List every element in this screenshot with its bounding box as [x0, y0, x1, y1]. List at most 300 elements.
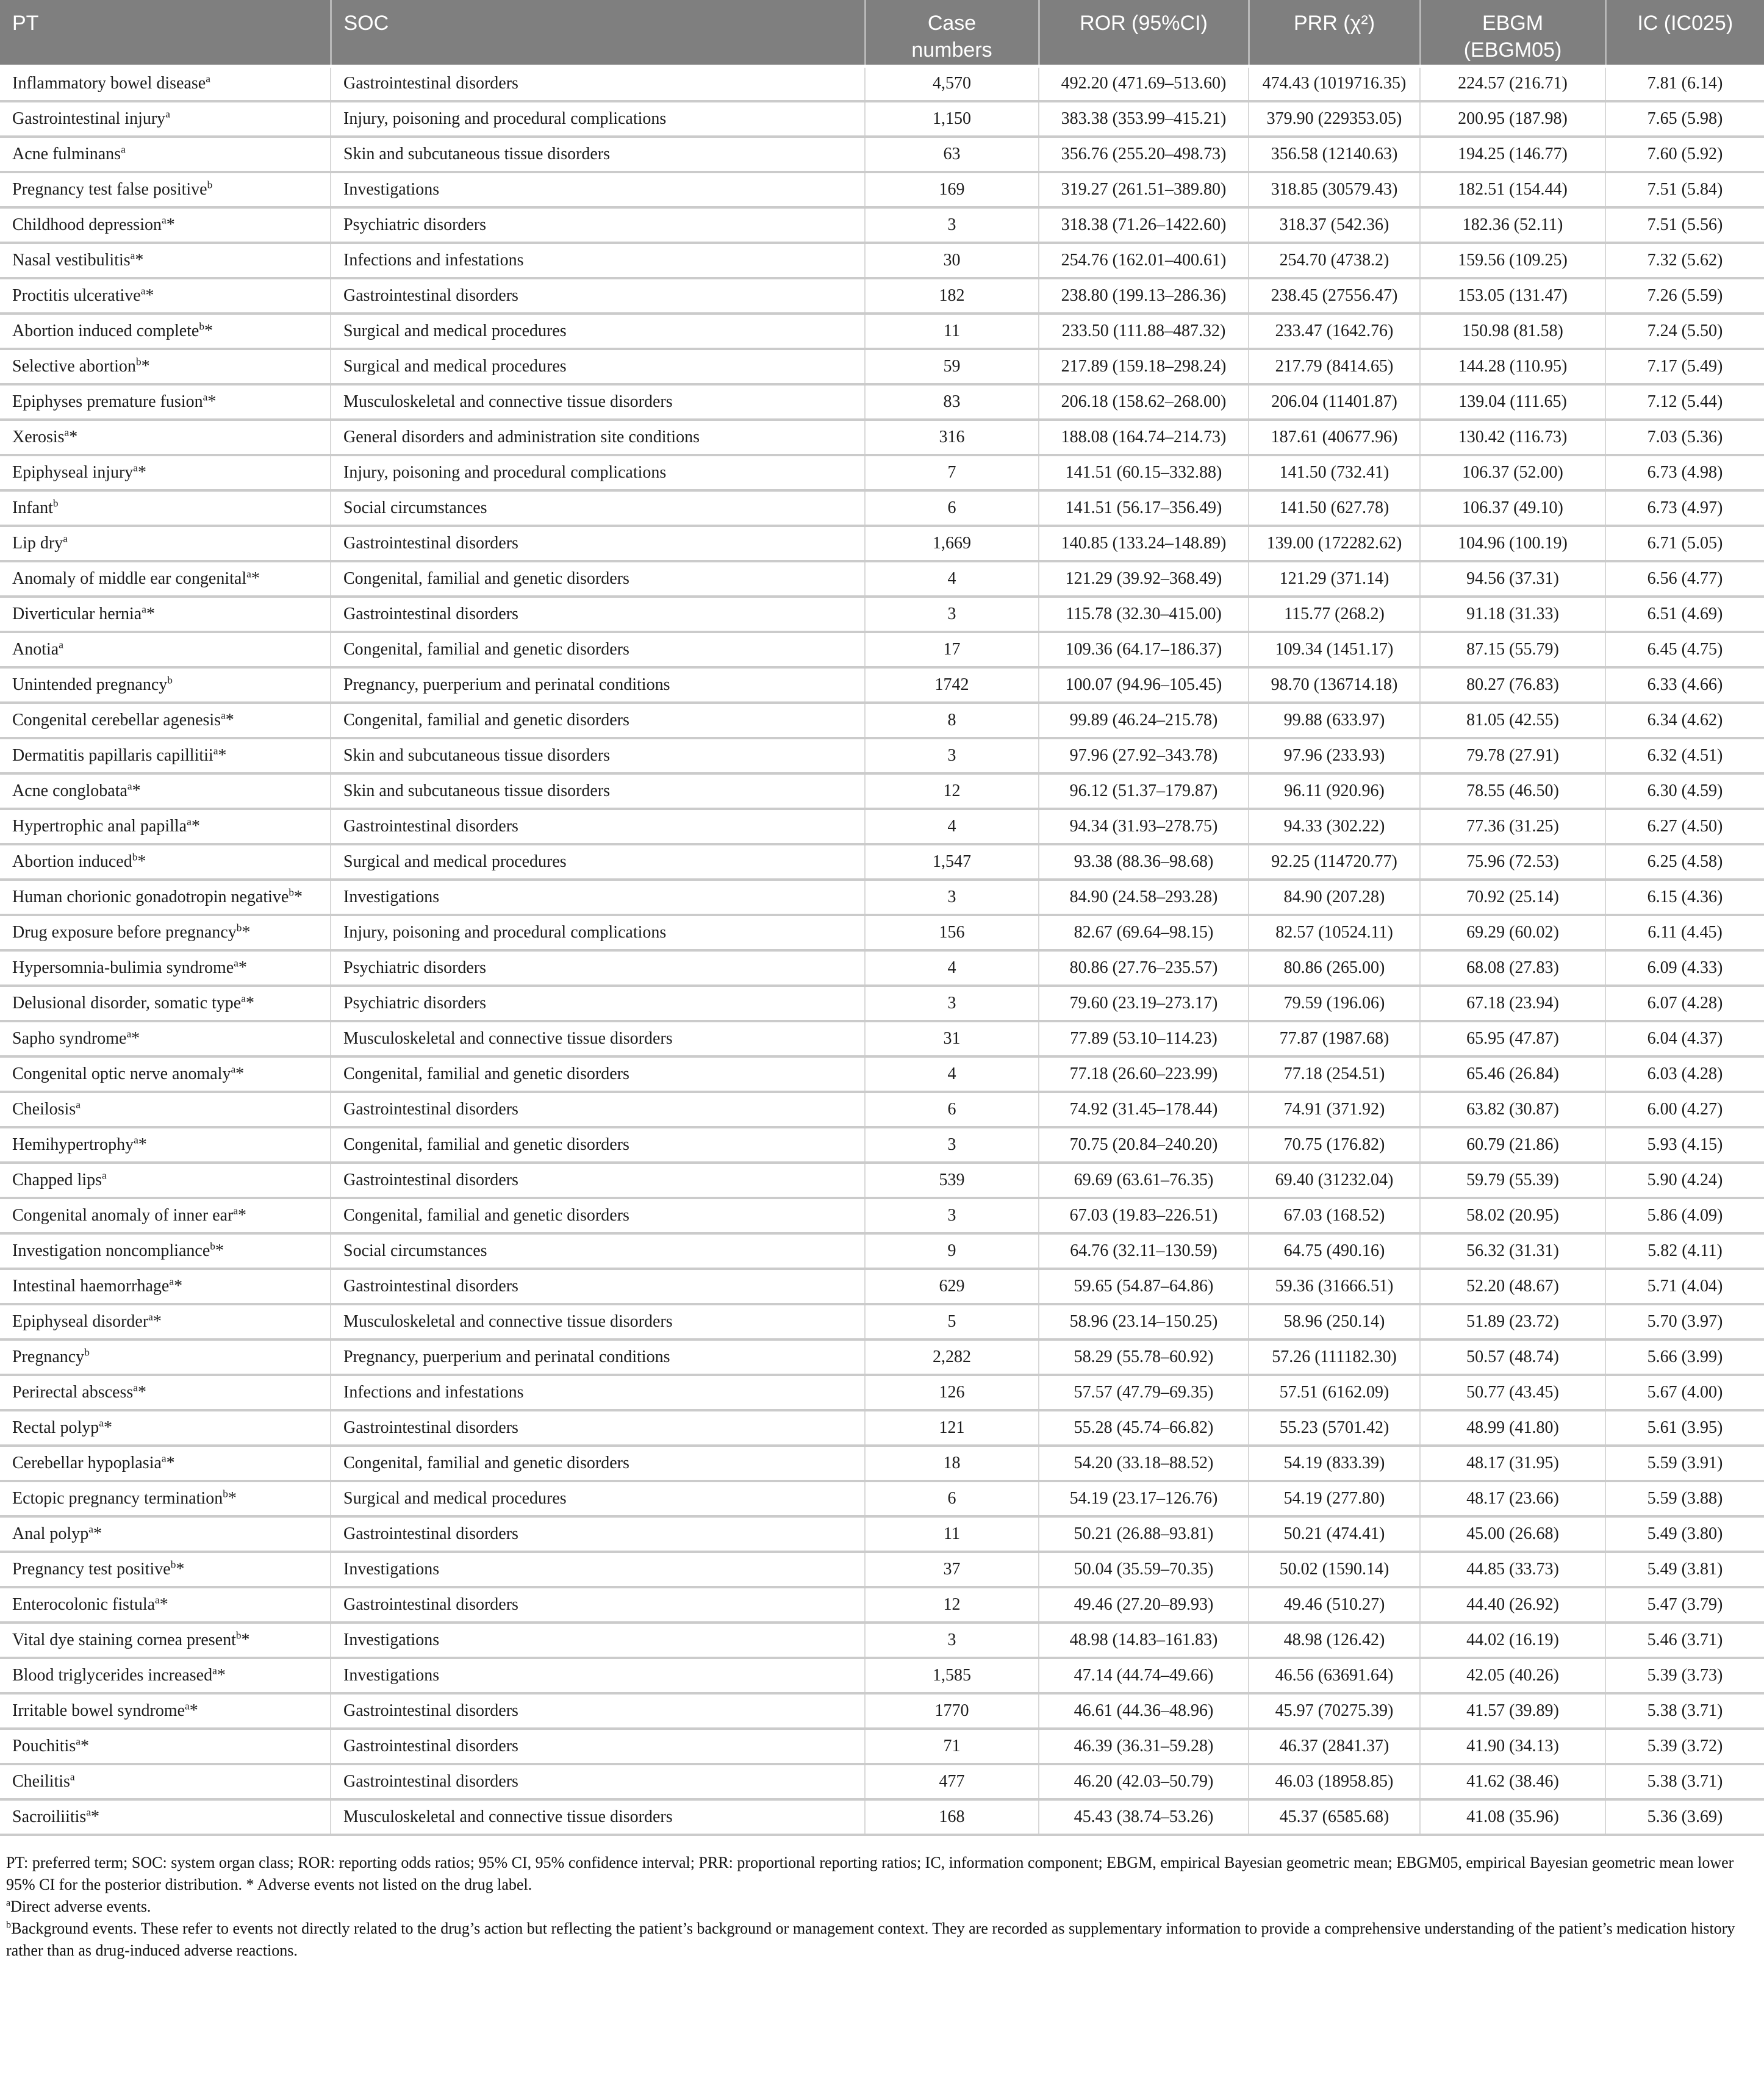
ic-cell: 6.73 (4.97) — [1605, 490, 1764, 526]
soc-cell: Gastrointestinal disorders — [331, 1729, 865, 1764]
table-row — [0, 1339, 1764, 1375]
col-header-case-numbers: Case numbers — [865, 0, 1039, 66]
table-row — [0, 844, 1764, 880]
table-row — [0, 667, 1764, 703]
table-row — [0, 915, 1764, 950]
pt-cell: Congenital optic nerve anomaly$^a$* — [0, 1056, 331, 1092]
pt-superscript: a — [246, 568, 251, 580]
ror-cell: 82.67 (69.64–98.15) — [1039, 915, 1249, 950]
ror-cell: 50.21 (26.88–93.81) — [1039, 1516, 1249, 1552]
ic-cell: 7.32 (5.62) — [1605, 243, 1764, 278]
ebgm-cell: 63.82 (30.87) — [1420, 1092, 1605, 1127]
ebgm-cell: 194.25 (146.77) — [1420, 137, 1605, 172]
ror-cell: 356.76 (255.20–498.73) — [1039, 137, 1249, 172]
ic-cell: 5.61 (3.95) — [1605, 1410, 1764, 1446]
ebgm-cell: 144.28 (110.95) — [1420, 349, 1605, 384]
table-row — [0, 278, 1764, 314]
table-row — [0, 703, 1764, 738]
pt-superscript: a — [127, 780, 132, 792]
pt-superscript: a — [86, 1806, 91, 1818]
ror-cell: 47.14 (44.74–49.66) — [1039, 1658, 1249, 1693]
table-row — [0, 1092, 1764, 1127]
ror-cell: 70.75 (20.84–240.20) — [1039, 1127, 1249, 1163]
soc-cell: Gastrointestinal disorders — [331, 1587, 865, 1623]
ebgm-cell: 48.17 (31.95) — [1420, 1446, 1605, 1481]
pt-superscript: a — [76, 1735, 81, 1748]
pt-cell: Dermatitis papillaris capillitii$^a$* — [0, 738, 331, 773]
prr-cell: 356.58 (12140.63) — [1249, 137, 1420, 172]
pt-cell: Childhood depression$^a$* — [0, 207, 331, 243]
table-row — [0, 1233, 1764, 1269]
pt-cell: Infant$^b$ — [0, 490, 331, 526]
case-numbers-cell: 83 — [865, 384, 1039, 420]
pt-superscript: a — [64, 426, 70, 439]
table-header — [0, 0, 1764, 66]
table-row — [0, 172, 1764, 207]
ebgm-cell: 159.56 (109.25) — [1420, 243, 1605, 278]
ic-cell: 5.39 (3.73) — [1605, 1658, 1764, 1693]
table-row — [0, 1693, 1764, 1729]
pt-superscript: a — [140, 285, 146, 297]
case-numbers-cell: 121 — [865, 1410, 1039, 1446]
prr-cell: 254.70 (4738.2) — [1249, 243, 1420, 278]
pt-superscript: a — [126, 1028, 132, 1040]
table-row — [0, 384, 1764, 420]
soc-cell: Gastrointestinal disorders — [331, 66, 865, 101]
table-row — [0, 1198, 1764, 1233]
soc-cell: Investigations — [331, 880, 865, 915]
ror-cell: 54.20 (33.18–88.52) — [1039, 1446, 1249, 1481]
ic-cell: 5.86 (4.09) — [1605, 1198, 1764, 1233]
table-row — [0, 1552, 1764, 1587]
ebgm-cell: 41.90 (34.13) — [1420, 1729, 1605, 1764]
ror-cell: 77.18 (26.60–223.99) — [1039, 1056, 1249, 1092]
case-numbers-cell: 8 — [865, 703, 1039, 738]
prr-cell: 46.03 (18958.85) — [1249, 1764, 1420, 1799]
soc-cell: Congenital, familial and genetic disorders — [331, 1446, 865, 1481]
col-header-ebgm: EBGM (EBGM05) — [1420, 0, 1605, 66]
case-numbers-cell: 4 — [865, 809, 1039, 844]
prr-cell: 99.88 (633.97) — [1249, 703, 1420, 738]
pt-cell: Pregnancy test false positive$^b$ — [0, 172, 331, 207]
case-numbers-cell: 3 — [865, 597, 1039, 632]
pt-superscript: b — [199, 320, 205, 332]
pt-superscript: a — [133, 462, 138, 474]
soc-cell: Congenital, familial and genetic disorders — [331, 1198, 865, 1233]
ror-cell: 188.08 (164.74–214.73) — [1039, 420, 1249, 455]
pt-superscript: a — [212, 1665, 217, 1677]
pt-superscript: a — [203, 391, 208, 403]
ic-cell: 6.51 (4.69) — [1605, 597, 1764, 632]
pt-cell: Abortion induced$^b$* — [0, 844, 331, 880]
soc-cell: Surgical and medical procedures — [331, 844, 865, 880]
pt-cell: Inflammatory bowel disease$^a$ — [0, 66, 331, 101]
prr-cell: 233.47 (1642.76) — [1249, 314, 1420, 349]
pt-cell: Sapho syndrome$^a$* — [0, 1021, 331, 1056]
ic-cell: 5.67 (4.00) — [1605, 1375, 1764, 1410]
case-numbers-cell: 1742 — [865, 667, 1039, 703]
pt-superscript: a — [99, 1417, 104, 1429]
ic-cell: 6.15 (4.36) — [1605, 880, 1764, 915]
ebgm-cell: 81.05 (42.55) — [1420, 703, 1605, 738]
case-numbers-cell: 6 — [865, 1481, 1039, 1516]
prr-cell: 64.75 (490.16) — [1249, 1233, 1420, 1269]
ic-cell: 7.65 (5.98) — [1605, 101, 1764, 137]
ic-cell: 5.49 (3.80) — [1605, 1516, 1764, 1552]
pt-superscript: a — [130, 249, 135, 262]
pt-superscript: a — [88, 1523, 93, 1535]
pt-cell: Abortion induced complete$^b$* — [0, 314, 331, 349]
case-numbers-cell: 539 — [865, 1163, 1039, 1198]
ebgm-cell: 78.55 (46.50) — [1420, 773, 1605, 809]
soc-cell: Injury, poisoning and procedural complications — [331, 455, 865, 490]
ror-cell: 58.96 (23.14–150.25) — [1039, 1304, 1249, 1339]
ebgm-cell: 200.95 (187.98) — [1420, 101, 1605, 137]
case-numbers-cell: 17 — [865, 632, 1039, 667]
table-row — [0, 1269, 1764, 1304]
ror-cell: 49.46 (27.20–89.93) — [1039, 1587, 1249, 1623]
pt-cell: Enterocolonic fistula$^a$* — [0, 1587, 331, 1623]
ebgm-cell: 67.18 (23.94) — [1420, 986, 1605, 1021]
ror-cell: 46.39 (36.31–59.28) — [1039, 1729, 1249, 1764]
pt-cell: Epiphyses premature fusion$^a$* — [0, 384, 331, 420]
ic-cell: 5.66 (3.99) — [1605, 1339, 1764, 1375]
ic-cell: 7.17 (5.49) — [1605, 349, 1764, 384]
soc-cell: Psychiatric disorders — [331, 986, 865, 1021]
ic-cell: 5.46 (3.71) — [1605, 1623, 1764, 1658]
prr-cell: 109.34 (1451.17) — [1249, 632, 1420, 667]
ror-cell: 93.38 (88.36–98.68) — [1039, 844, 1249, 880]
pt-cell: Pregnancy test positive$^b$* — [0, 1552, 331, 1587]
footnotes — [0, 1836, 1764, 1962]
pt-cell: Epiphyseal injury$^a$* — [0, 455, 331, 490]
ror-cell: 48.98 (14.83–161.83) — [1039, 1623, 1249, 1658]
table-row — [0, 1729, 1764, 1764]
pt-cell: Unintended pregnancy$^b$ — [0, 667, 331, 703]
soc-cell: Gastrointestinal disorders — [331, 1269, 865, 1304]
ebgm-cell: 182.51 (154.44) — [1420, 172, 1605, 207]
ror-cell: 141.51 (60.15–332.88) — [1039, 455, 1249, 490]
ebgm-cell: 44.02 (16.19) — [1420, 1623, 1605, 1658]
case-numbers-cell: 11 — [865, 314, 1039, 349]
ror-cell: 46.61 (44.36–48.96) — [1039, 1693, 1249, 1729]
table-row — [0, 490, 1764, 526]
case-numbers-cell: 126 — [865, 1375, 1039, 1410]
soc-cell: Investigations — [331, 172, 865, 207]
pt-cell: Rectal polyp$^a$* — [0, 1410, 331, 1446]
pt-cell: Chapped lips$^a$ — [0, 1163, 331, 1198]
pt-superscript: a — [206, 73, 210, 85]
table-row — [0, 66, 1764, 101]
case-numbers-cell: 182 — [865, 278, 1039, 314]
prr-cell: 69.40 (31232.04) — [1249, 1163, 1420, 1198]
footnote-b-marker: b — [6, 1920, 12, 1931]
prr-cell: 97.96 (233.93) — [1249, 738, 1420, 773]
prr-cell: 54.19 (277.80) — [1249, 1481, 1420, 1516]
table-row — [0, 455, 1764, 490]
prr-cell: 70.75 (176.82) — [1249, 1127, 1420, 1163]
table-row — [0, 986, 1764, 1021]
prr-cell: 217.79 (8414.65) — [1249, 349, 1420, 384]
pt-superscript: a — [241, 992, 246, 1005]
ebgm-cell: 153.05 (131.47) — [1420, 278, 1605, 314]
ic-cell: 5.38 (3.71) — [1605, 1693, 1764, 1729]
pt-superscript: a — [213, 745, 218, 757]
col-header-ror: ROR (95%CI) — [1039, 0, 1249, 66]
pt-cell: Lip dry$^a$ — [0, 526, 331, 561]
ebgm-cell: 65.95 (47.87) — [1420, 1021, 1605, 1056]
ic-cell: 7.26 (5.59) — [1605, 278, 1764, 314]
prr-cell: 141.50 (732.41) — [1249, 455, 1420, 490]
ebgm-cell: 69.29 (60.02) — [1420, 915, 1605, 950]
pt-superscript: b — [84, 1346, 90, 1358]
table-row — [0, 880, 1764, 915]
table-row — [0, 101, 1764, 137]
case-numbers-cell: 1,585 — [865, 1658, 1039, 1693]
prr-cell: 77.87 (1987.68) — [1249, 1021, 1420, 1056]
ror-cell: 121.29 (39.92–368.49) — [1039, 561, 1249, 597]
case-numbers-cell: 3 — [865, 738, 1039, 773]
ic-cell: 6.09 (4.33) — [1605, 950, 1764, 986]
soc-cell: Gastrointestinal disorders — [331, 1092, 865, 1127]
pt-cell: Drug exposure before pregnancy$^b$* — [0, 915, 331, 950]
soc-cell: Gastrointestinal disorders — [331, 1516, 865, 1552]
soc-cell: Psychiatric disorders — [331, 207, 865, 243]
soc-cell: Congenital, familial and genetic disorders — [331, 1056, 865, 1092]
pt-cell: Cheilitis$^a$ — [0, 1764, 331, 1799]
case-numbers-cell: 30 — [865, 243, 1039, 278]
table-row — [0, 597, 1764, 632]
soc-cell: Congenital, familial and genetic disorders — [331, 561, 865, 597]
ebgm-cell: 45.00 (26.68) — [1420, 1516, 1605, 1552]
ror-cell: 80.86 (27.76–235.57) — [1039, 950, 1249, 986]
pt-superscript: a — [121, 143, 126, 156]
pt-cell: Anomaly of middle ear congenital$^a$* — [0, 561, 331, 597]
prr-cell: 54.19 (833.39) — [1249, 1446, 1420, 1481]
ic-cell: 6.27 (4.50) — [1605, 809, 1764, 844]
case-numbers-cell: 12 — [865, 773, 1039, 809]
pt-cell: Anotia$^a$ — [0, 632, 331, 667]
prr-cell: 50.21 (474.41) — [1249, 1516, 1420, 1552]
table-row — [0, 1481, 1764, 1516]
ic-cell: 7.51 (5.56) — [1605, 207, 1764, 243]
ror-cell: 64.76 (32.11–130.59) — [1039, 1233, 1249, 1269]
prr-cell: 49.46 (510.27) — [1249, 1587, 1420, 1623]
table-row — [0, 349, 1764, 384]
ror-cell: 217.89 (159.18–298.24) — [1039, 349, 1249, 384]
ebgm-cell: 51.89 (23.72) — [1420, 1304, 1605, 1339]
table-row — [0, 207, 1764, 243]
pt-superscript: a — [187, 816, 192, 828]
ebgm-cell: 70.92 (25.14) — [1420, 880, 1605, 915]
table-row — [0, 420, 1764, 455]
ic-cell: 6.07 (4.28) — [1605, 986, 1764, 1021]
ebgm-cell: 50.57 (48.74) — [1420, 1339, 1605, 1375]
prr-cell: 84.90 (207.28) — [1249, 880, 1420, 915]
ic-cell: 6.56 (4.77) — [1605, 561, 1764, 597]
pt-superscript: a — [70, 1771, 75, 1783]
pt-cell: Diverticular hernia$^a$* — [0, 597, 331, 632]
ror-cell: 84.90 (24.58–293.28) — [1039, 880, 1249, 915]
case-numbers-cell: 31 — [865, 1021, 1039, 1056]
pt-superscript: b — [132, 851, 138, 863]
ror-cell: 94.34 (31.93–278.75) — [1039, 809, 1249, 844]
ror-cell: 206.18 (158.62–268.00) — [1039, 384, 1249, 420]
prr-cell: 80.86 (265.00) — [1249, 950, 1420, 986]
case-numbers-cell: 71 — [865, 1729, 1039, 1764]
ebgm-cell: 58.02 (20.95) — [1420, 1198, 1605, 1233]
pt-cell: Intestinal haemorrhage$^a$* — [0, 1269, 331, 1304]
pt-superscript: a — [165, 108, 170, 120]
case-numbers-cell: 629 — [865, 1269, 1039, 1304]
table-row — [0, 1304, 1764, 1339]
header-row — [0, 0, 1764, 66]
ror-cell: 233.50 (111.88–487.32) — [1039, 314, 1249, 349]
case-numbers-cell: 1,547 — [865, 844, 1039, 880]
ebgm-cell: 130.42 (116.73) — [1420, 420, 1605, 455]
ic-cell: 6.32 (4.51) — [1605, 738, 1764, 773]
pt-cell: Cheilosis$^a$ — [0, 1092, 331, 1127]
ebgm-cell: 75.96 (72.53) — [1420, 844, 1605, 880]
soc-cell: Investigations — [331, 1552, 865, 1587]
prr-cell: 57.51 (6162.09) — [1249, 1375, 1420, 1410]
case-numbers-cell: 169 — [865, 172, 1039, 207]
ror-cell: 254.76 (162.01–400.61) — [1039, 243, 1249, 278]
prr-cell: 55.23 (5701.42) — [1249, 1410, 1420, 1446]
table-row — [0, 1446, 1764, 1481]
pt-superscript: b — [223, 1488, 228, 1500]
ic-cell: 6.45 (4.75) — [1605, 632, 1764, 667]
soc-cell: Surgical and medical procedures — [331, 314, 865, 349]
pt-superscript: a — [102, 1169, 107, 1182]
ror-cell: 79.60 (23.19–273.17) — [1039, 986, 1249, 1021]
case-numbers-cell: 477 — [865, 1764, 1039, 1799]
table-row — [0, 1587, 1764, 1623]
table-row — [0, 738, 1764, 773]
ebgm-cell: 48.17 (23.66) — [1420, 1481, 1605, 1516]
pt-superscript: b — [235, 1629, 242, 1641]
soc-cell: Gastrointestinal disorders — [331, 1163, 865, 1198]
ic-cell: 6.71 (5.05) — [1605, 526, 1764, 561]
pt-superscript: b — [170, 1558, 176, 1571]
soc-cell: Gastrointestinal disorders — [331, 809, 865, 844]
soc-cell: Injury, poisoning and procedural complications — [331, 101, 865, 137]
ebgm-cell: 68.08 (27.83) — [1420, 950, 1605, 986]
soc-cell: Surgical and medical procedures — [331, 1481, 865, 1516]
prr-cell: 48.98 (126.42) — [1249, 1623, 1420, 1658]
soc-cell: Congenital, familial and genetic disorders — [331, 1127, 865, 1163]
ebgm-cell: 56.32 (31.31) — [1420, 1233, 1605, 1269]
ic-cell: 7.24 (5.50) — [1605, 314, 1764, 349]
soc-cell: Infections and infestations — [331, 243, 865, 278]
pt-superscript: a — [76, 1099, 81, 1111]
table-row — [0, 950, 1764, 986]
table-row — [0, 1375, 1764, 1410]
prr-cell: 141.50 (627.78) — [1249, 490, 1420, 526]
pt-cell: Epiphyseal disorder$^a$* — [0, 1304, 331, 1339]
ebgm-cell: 44.40 (26.92) — [1420, 1587, 1605, 1623]
pt-cell: Selective abortion$^b$* — [0, 349, 331, 384]
prr-cell: 206.04 (11401.87) — [1249, 384, 1420, 420]
ic-cell: 6.33 (4.66) — [1605, 667, 1764, 703]
soc-cell: Investigations — [331, 1658, 865, 1693]
pt-cell: Congenital anomaly of inner ear$^a$* — [0, 1198, 331, 1233]
case-numbers-cell: 2,282 — [865, 1339, 1039, 1375]
table-row — [0, 314, 1764, 349]
table-row — [0, 1163, 1764, 1198]
soc-cell: Musculoskeletal and connective tissue disorders — [331, 1304, 865, 1339]
case-numbers-cell: 18 — [865, 1446, 1039, 1481]
prr-cell: 96.11 (920.96) — [1249, 773, 1420, 809]
prr-cell: 121.29 (371.14) — [1249, 561, 1420, 597]
pt-cell: Pouchitis$^a$* — [0, 1729, 331, 1764]
soc-cell: Gastrointestinal disorders — [331, 1693, 865, 1729]
footnote-a-marker: a — [6, 1898, 11, 1909]
pt-cell: Nasal vestibulitis$^a$* — [0, 243, 331, 278]
ic-cell: 5.47 (3.79) — [1605, 1587, 1764, 1623]
table-row — [0, 1623, 1764, 1658]
pt-superscript: b — [52, 497, 59, 509]
ebgm-cell: 41.62 (38.46) — [1420, 1764, 1605, 1799]
prr-cell: 98.70 (136714.18) — [1249, 667, 1420, 703]
pt-superscript: a — [155, 1594, 160, 1606]
soc-cell: Gastrointestinal disorders — [331, 526, 865, 561]
table-row — [0, 773, 1764, 809]
pt-cell: Delusional disorder, somatic type$^a$* — [0, 986, 331, 1021]
pt-superscript: a — [234, 957, 238, 969]
pt-cell: Irritable bowel syndrome$^a$* — [0, 1693, 331, 1729]
soc-cell: Musculoskeletal and connective tissue disorders — [331, 1021, 865, 1056]
table-row — [0, 1127, 1764, 1163]
ic-cell: 7.51 (5.84) — [1605, 172, 1764, 207]
table-row — [0, 1764, 1764, 1799]
col-header-soc: SOC — [331, 0, 865, 66]
case-numbers-cell: 59 — [865, 349, 1039, 384]
footnote-a-text: Direct adverse events. — [10, 1898, 151, 1915]
case-numbers-cell: 6 — [865, 490, 1039, 526]
soc-cell: General disorders and administration site conditions — [331, 420, 865, 455]
table-row — [0, 809, 1764, 844]
ror-cell: 54.19 (23.17–126.76) — [1039, 1481, 1249, 1516]
ror-cell: 492.20 (471.69–513.60) — [1039, 66, 1249, 101]
ror-cell: 74.92 (31.45–178.44) — [1039, 1092, 1249, 1127]
ic-cell: 6.25 (4.58) — [1605, 844, 1764, 880]
ror-cell: 77.89 (53.10–114.23) — [1039, 1021, 1249, 1056]
pt-superscript: a — [59, 639, 63, 651]
pt-superscript: b — [289, 886, 295, 898]
pt-superscript: b — [135, 356, 142, 368]
ebgm-cell: 41.57 (39.89) — [1420, 1693, 1605, 1729]
pt-superscript: b — [210, 1240, 215, 1252]
case-numbers-cell: 37 — [865, 1552, 1039, 1587]
prr-cell: 58.96 (250.14) — [1249, 1304, 1420, 1339]
ror-cell: 141.51 (56.17–356.49) — [1039, 490, 1249, 526]
pt-cell: Proctitis ulcerative$^a$* — [0, 278, 331, 314]
ror-cell: 67.03 (19.83–226.51) — [1039, 1198, 1249, 1233]
prr-cell: 77.18 (254.51) — [1249, 1056, 1420, 1092]
case-numbers-cell: 316 — [865, 420, 1039, 455]
ebgm-cell: 79.78 (27.91) — [1420, 738, 1605, 773]
case-numbers-cell: 3 — [865, 207, 1039, 243]
pt-cell: Anal polyp$^a$* — [0, 1516, 331, 1552]
soc-cell: Skin and subcutaneous tissue disorders — [331, 738, 865, 773]
footnote-b-text: Background events. These refer to events not directly related to the drug’s action but reflecting the patient’s background or management context. They are recorded as supplementary information to provide a comprehensive understanding of the patient’s medication history rather than as drug-induced adverse reactions. — [6, 1920, 1735, 1959]
case-numbers-cell: 6 — [865, 1092, 1039, 1127]
ebgm-cell: 77.36 (31.25) — [1420, 809, 1605, 844]
pt-cell: Sacroiliitis$^a$* — [0, 1799, 331, 1835]
ic-cell: 5.90 (4.24) — [1605, 1163, 1764, 1198]
prr-cell: 74.91 (371.92) — [1249, 1092, 1420, 1127]
